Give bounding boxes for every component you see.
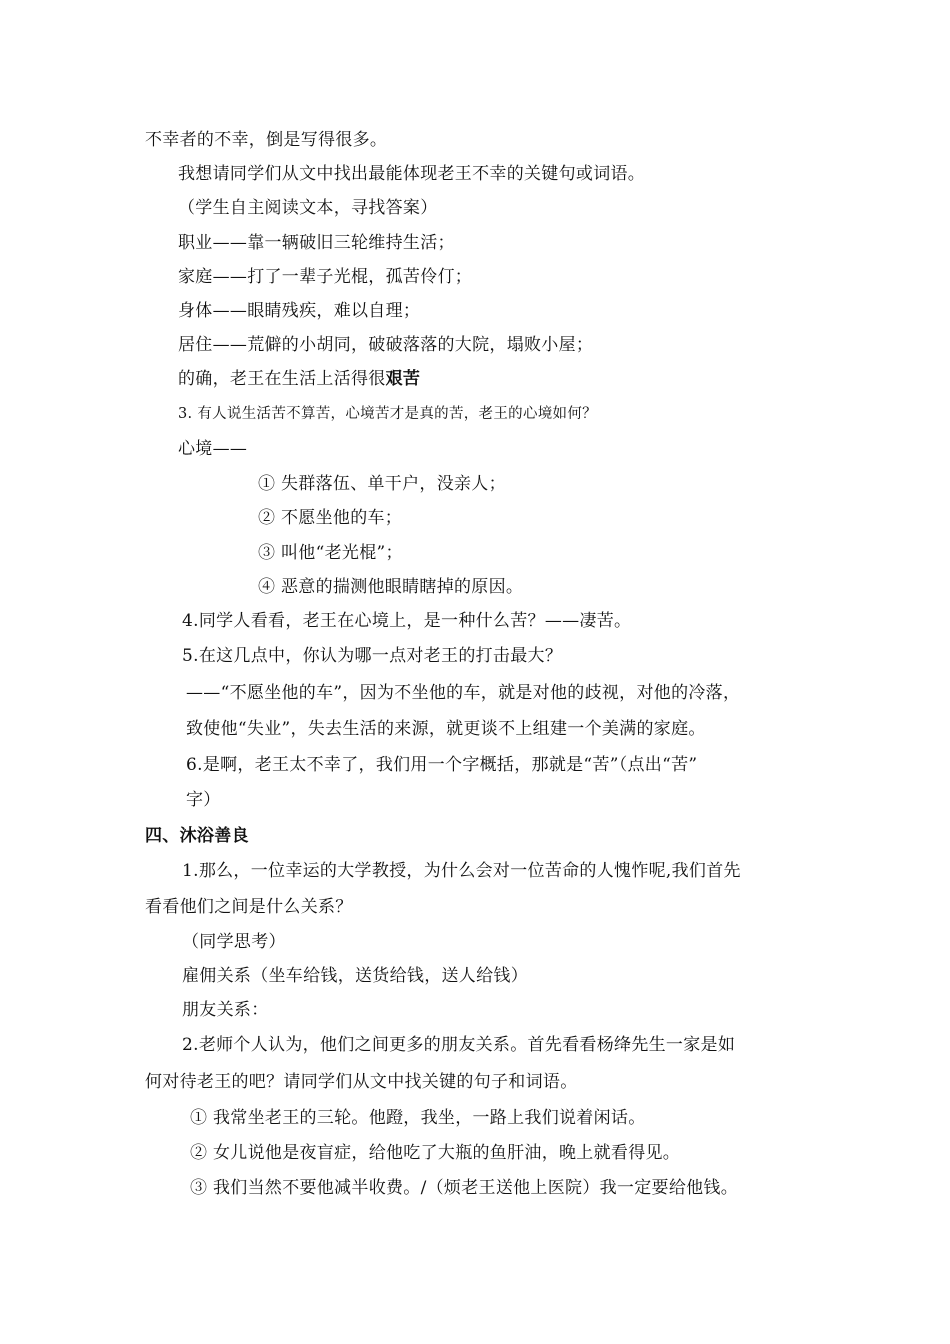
text-line: ——“不愿坐他的车”，因为不坐他的车，就是对他的歧视，对他的冷落， (186, 683, 741, 703)
list-item: ② 女儿说他是夜盲症，给他吃了大瓶的鱼肝油，晚上就看得见。 (190, 1143, 681, 1163)
text-line: 家庭——打了一辈子光棍，孤苦伶仃； (178, 267, 473, 287)
text-line: 身体——眼睛残疾，难以自理； (178, 301, 421, 321)
text-line (178, 368, 420, 390)
list-item: ③ 叫他“老光棍”； (258, 543, 403, 563)
text-line: 1.那么，一位幸运的大学教授，为什么会对一位苦命的人愧怍呢,我们首先 (182, 861, 741, 881)
text-line: 字） (186, 790, 221, 810)
bold-term: 艰苦 (385, 369, 421, 389)
text-line: 5.在这几点中，你认为哪一点对老王的打击最大？ (182, 646, 563, 666)
question-line: 3. 有人说生活苦不算苦，心境苦才是真的苦，老王的心境如何？ (178, 406, 597, 422)
text-line: 4.同学人看看，老王在心境上，是一种什么苦？——凄苦。 (182, 611, 632, 631)
list-item: ③ 我们当然不要他减半收费。/（烦老王送他上医院）我一定要给他钱。 (190, 1178, 739, 1198)
text-line: 不幸者的不幸，倒是写得很多。 (145, 130, 388, 150)
text-line: 2.老师个人认为，他们之间更多的朋友关系。首先看看杨绛先生一家是如 (182, 1035, 736, 1055)
text-line: 居住——荒僻的小胡同，破破落落的大院，塌败小屋； (178, 335, 594, 355)
text-line: （学生自主阅读文本，寻找答案） (178, 198, 438, 218)
text-line: 看看他们之间是什么关系？ (145, 897, 353, 917)
list-item: ① 失群落伍、单干户，没亲人； (258, 474, 506, 494)
text-run: 的确，老王在生活上活得很 (178, 369, 386, 389)
text-line: 朋友关系： (182, 1000, 269, 1020)
section-heading: 四、沐浴善良 (145, 826, 249, 846)
text-line: 何对待老王的吧？请同学们从文中找关键的句子和词语。 (145, 1072, 578, 1092)
list-item: ④ 恶意的揣测他眼睛瞎掉的原因。 (258, 577, 524, 597)
list-item: ① 我常坐老王的三轮。他蹬，我坐，一路上我们说着闲话。 (190, 1108, 646, 1128)
text-line: 致使他“失业”，失去生活的来源，就更谈不上组建一个美满的家庭。 (186, 719, 706, 739)
text-line: 雇佣关系（坐车给钱，送货给钱，送人给钱） (182, 966, 528, 986)
text-line: 我想请同学们从文中找出最能体现老王不幸的关键句或词语。 (178, 164, 646, 184)
text-line: 职业——靠一辆破旧三轮维持生活； (178, 233, 455, 253)
list-item: ② 不愿坐他的车； (258, 508, 403, 528)
text-line: 6.是啊，老王太不幸了，我们用一个字概括，那就是“苦”（点出“苦” (186, 755, 698, 775)
text-line: （同学思考） (182, 932, 286, 952)
text-line: 心境—— (178, 439, 248, 459)
